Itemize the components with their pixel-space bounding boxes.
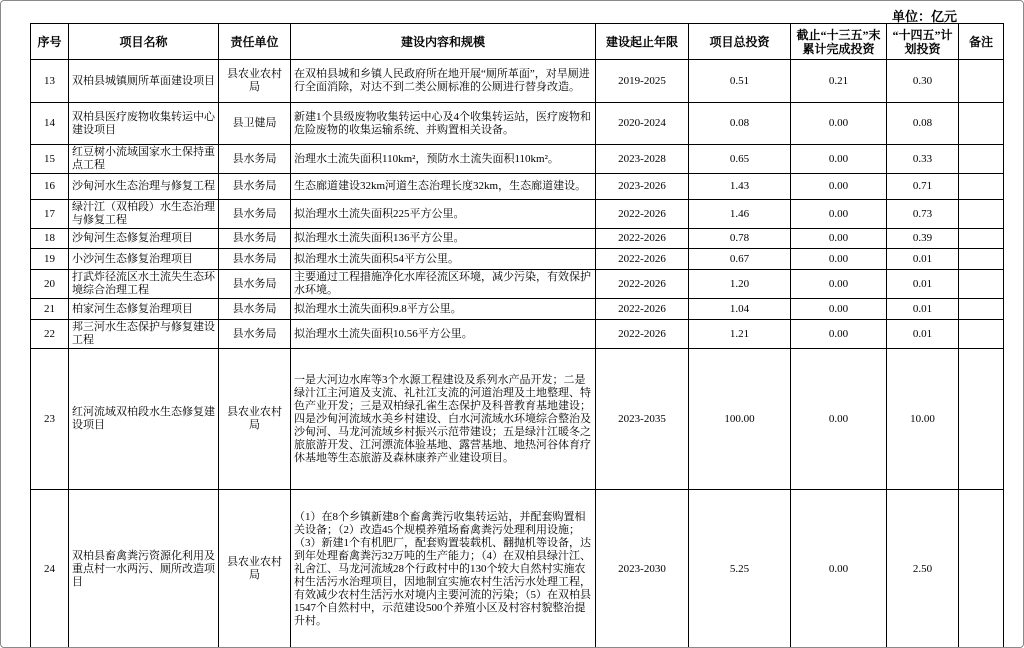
cell-responsible-unit: 县水务局 bbox=[219, 174, 291, 200]
table-row bbox=[31, 320, 1004, 349]
cell-remark bbox=[959, 349, 1004, 490]
cell-project-name: 双柏县城镇厕所革面建设项目 bbox=[69, 60, 219, 103]
cell-remark bbox=[959, 60, 1004, 103]
cell-total-investment: 1.46 bbox=[689, 200, 791, 229]
cell-completed-investment: 0.00 bbox=[791, 299, 887, 320]
cell-years: 2023-2028 bbox=[596, 145, 689, 174]
cell-remark bbox=[959, 229, 1004, 249]
table-row bbox=[31, 145, 1004, 174]
cell-total-investment: 0.51 bbox=[689, 60, 791, 103]
cell-remark bbox=[959, 249, 1004, 270]
cell-project-name: 绿汁江（双柏段）水生态治理与修复工程 bbox=[69, 200, 219, 229]
cell-total-investment: 1.04 bbox=[689, 299, 791, 320]
cell-years: 2023-2035 bbox=[596, 349, 689, 490]
cell-responsible-unit: 县水务局 bbox=[219, 145, 291, 174]
cell-years: 2020-2024 bbox=[596, 103, 689, 145]
cell-planned-investment: 0.01 bbox=[887, 270, 959, 299]
cell-remark bbox=[959, 174, 1004, 200]
cell-completed-investment: 0.00 bbox=[791, 200, 887, 229]
cell-serial: 16 bbox=[31, 174, 69, 200]
cell-years: 2022-2026 bbox=[596, 200, 689, 229]
cell-content: （1）在8个乡镇新建8个畜禽粪污收集转运站，并配套购置相关设备；（2）改造45个规模养殖场畜禽粪污处理利用设施；（3）新建1个有机肥厂，配套购置装载机、翻抛机等设备，达到年处理畜禽粪污32万吨的生产能力；（4）在双柏县绿汁江、礼舍江、马龙河流域28个行政村中的130个较大自然村实施农村生活污水治理项目，因地制宜实施农村生活污水处理工程，有效减少农村生活污水对境内主要河流的污染；（5）在双柏县1547个自然村中，示范建设500个养殖小区及村容村貌整治提升村。 bbox=[291, 490, 596, 648]
cell-remark bbox=[959, 299, 1004, 320]
table-row bbox=[31, 490, 1004, 648]
col-header-completed-investment: 截止“十三五”末累计完成投资 bbox=[791, 24, 887, 60]
cell-responsible-unit: 县农业农村局 bbox=[219, 490, 291, 648]
cell-planned-investment: 0.01 bbox=[887, 299, 959, 320]
cell-completed-investment: 0.21 bbox=[791, 60, 887, 103]
cell-content: 拟治理水土流失面积9.8平方公里。 bbox=[291, 299, 596, 320]
cell-completed-investment: 0.00 bbox=[791, 145, 887, 174]
cell-remark bbox=[959, 490, 1004, 648]
cell-planned-investment: 0.71 bbox=[887, 174, 959, 200]
cell-serial: 22 bbox=[31, 320, 69, 349]
cell-completed-investment: 0.00 bbox=[791, 349, 887, 490]
cell-project-name: 双柏县畜禽粪污资源化利用及重点村一水两污、厕所改造项目 bbox=[69, 490, 219, 648]
table-row bbox=[31, 174, 1004, 200]
col-header-planned-investment: “十四五”计划投资 bbox=[887, 24, 959, 60]
cell-project-name: 小沙河生态修复治理项目 bbox=[69, 249, 219, 270]
table-row bbox=[31, 299, 1004, 320]
cell-planned-investment: 0.01 bbox=[887, 249, 959, 270]
cell-project-name: 打武炸径流区水土流失生态环境综合治理工程 bbox=[69, 270, 219, 299]
col-header-total-investment: 项目总投资 bbox=[689, 24, 791, 60]
cell-responsible-unit: 县水务局 bbox=[219, 200, 291, 229]
cell-completed-investment: 0.00 bbox=[791, 270, 887, 299]
cell-planned-investment: 0.73 bbox=[887, 200, 959, 229]
cell-content: 拟治理水土流失面积136平方公里。 bbox=[291, 229, 596, 249]
cell-content: 在双柏县城和乡镇人民政府所在地开展“厕所革面”，对旱厕进行全面消除，对达不到二类公厕标准的公厕进行替身改造。 bbox=[291, 60, 596, 103]
cell-total-investment: 1.43 bbox=[689, 174, 791, 200]
cell-responsible-unit: 县农业农村局 bbox=[219, 60, 291, 103]
cell-completed-investment: 0.00 bbox=[791, 249, 887, 270]
cell-planned-investment: 0.39 bbox=[887, 229, 959, 249]
cell-completed-investment: 0.00 bbox=[791, 174, 887, 200]
table-row bbox=[31, 270, 1004, 299]
cell-completed-investment: 0.00 bbox=[791, 103, 887, 145]
cell-years: 2023-2026 bbox=[596, 174, 689, 200]
cell-serial: 13 bbox=[31, 60, 69, 103]
cell-planned-investment: 0.01 bbox=[887, 320, 959, 349]
cell-years: 2022-2026 bbox=[596, 270, 689, 299]
cell-content: 新建1个县级废物收集转运中心及4个收集转运站，医疗废物和危险废物的收集运输系统、并购置相关设备。 bbox=[291, 103, 596, 145]
col-header-project-name: 项目名称 bbox=[69, 24, 219, 60]
cell-project-name: 沙甸河生态修复治理项目 bbox=[69, 229, 219, 249]
cell-total-investment: 100.00 bbox=[689, 349, 791, 490]
cell-responsible-unit: 县水务局 bbox=[219, 249, 291, 270]
cell-serial: 18 bbox=[31, 229, 69, 249]
cell-serial: 24 bbox=[31, 490, 69, 648]
cell-completed-investment: 0.00 bbox=[791, 490, 887, 648]
cell-planned-investment: 0.33 bbox=[887, 145, 959, 174]
cell-content: 拟治理水土流失面积10.56平方公里。 bbox=[291, 320, 596, 349]
cell-project-name: 红豆树小流域国家水土保持重点工程 bbox=[69, 145, 219, 174]
cell-project-name: 红河流域双柏段水生态修复建设项目 bbox=[69, 349, 219, 490]
cell-project-name: 双柏县医疗废物收集转运中心建设项目 bbox=[69, 103, 219, 145]
col-header-serial: 序号 bbox=[31, 24, 69, 60]
col-header-years: 建设起止年限 bbox=[596, 24, 689, 60]
cell-years: 2022-2026 bbox=[596, 299, 689, 320]
cell-project-name: 邦三河水生态保护与修复建设工程 bbox=[69, 320, 219, 349]
cell-total-investment: 5.25 bbox=[689, 490, 791, 648]
cell-total-investment: 0.65 bbox=[689, 145, 791, 174]
cell-responsible-unit: 县水务局 bbox=[219, 320, 291, 349]
cell-total-investment: 0.67 bbox=[689, 249, 791, 270]
cell-planned-investment: 0.08 bbox=[887, 103, 959, 145]
cell-planned-investment: 2.50 bbox=[887, 490, 959, 648]
cell-years: 2022-2026 bbox=[596, 229, 689, 249]
cell-years: 2022-2026 bbox=[596, 249, 689, 270]
table-row bbox=[31, 349, 1004, 490]
cell-years: 2019-2025 bbox=[596, 60, 689, 103]
cell-remark bbox=[959, 145, 1004, 174]
cell-content: 生态廊道建设32km河道生态治理长度32km，生态廊道建设。 bbox=[291, 174, 596, 200]
cell-remark bbox=[959, 200, 1004, 229]
cell-responsible-unit: 县农业农村局 bbox=[219, 349, 291, 490]
cell-remark bbox=[959, 103, 1004, 145]
table-row bbox=[31, 60, 1004, 103]
cell-total-investment: 1.21 bbox=[689, 320, 791, 349]
col-header-responsible-unit: 责任单位 bbox=[219, 24, 291, 60]
cell-serial: 17 bbox=[31, 200, 69, 229]
cell-serial: 15 bbox=[31, 145, 69, 174]
cell-serial: 23 bbox=[31, 349, 69, 490]
col-header-remark: 备注 bbox=[959, 24, 1004, 60]
cell-remark bbox=[959, 270, 1004, 299]
projects-table bbox=[30, 23, 1004, 648]
unit-label: 单位：亿元 bbox=[891, 9, 957, 24]
cell-total-investment: 0.78 bbox=[689, 229, 791, 249]
cell-serial: 19 bbox=[31, 249, 69, 270]
cell-responsible-unit: 县卫健局 bbox=[219, 103, 291, 145]
cell-total-investment: 1.20 bbox=[689, 270, 791, 299]
cell-content: 治理水土流失面积110km²，预防水土流失面积110km²。 bbox=[291, 145, 596, 174]
cell-content: 拟治理水土流失面积54平方公里。 bbox=[291, 249, 596, 270]
header-row bbox=[31, 24, 1004, 60]
cell-project-name: 柏家河生态修复治理项目 bbox=[69, 299, 219, 320]
cell-serial: 20 bbox=[31, 270, 69, 299]
table-row bbox=[31, 103, 1004, 145]
cell-responsible-unit: 县水务局 bbox=[219, 270, 291, 299]
cell-serial: 14 bbox=[31, 103, 69, 145]
cell-content: 一是大河边水库等3个水源工程建设及系列水产品开发；二是绿汁江主河道及支流、礼社江支流的河道治理及土地整理、特色产业开发；三是双柏绿孔雀生态保护及科普教育基地建设；四是沙甸河流域水美乡村建设、白水河流域水环境综合整治及沙甸河、马龙河流域乡村振兴示范带建设；五是绿汁江暖冬之旅旅游开发、江河漂流体验基地、露营基地、地热河谷体育疗休基地等生态旅游及森林康养产业建设项目。 bbox=[291, 349, 596, 490]
cell-planned-investment: 10.00 bbox=[887, 349, 959, 490]
cell-years: 2022-2026 bbox=[596, 320, 689, 349]
cell-completed-investment: 0.00 bbox=[791, 320, 887, 349]
cell-total-investment: 0.08 bbox=[689, 103, 791, 145]
cell-content: 拟治理水土流失面积225平方公里。 bbox=[291, 200, 596, 229]
cell-years: 2023-2030 bbox=[596, 490, 689, 648]
cell-content: 主要通过工程措施净化水库径流区环境，减少污染，有效保护水环境。 bbox=[291, 270, 596, 299]
cell-responsible-unit: 县水务局 bbox=[219, 229, 291, 249]
cell-completed-investment: 0.00 bbox=[791, 229, 887, 249]
table-row bbox=[31, 200, 1004, 229]
cell-project-name: 沙甸河水生态治理与修复工程 bbox=[69, 174, 219, 200]
table-row bbox=[31, 229, 1004, 249]
cell-planned-investment: 0.30 bbox=[887, 60, 959, 103]
col-header-content-scale: 建设内容和规模 bbox=[291, 24, 596, 60]
cell-responsible-unit: 县水务局 bbox=[219, 299, 291, 320]
table-row bbox=[31, 249, 1004, 270]
cell-remark bbox=[959, 320, 1004, 349]
cell-serial: 21 bbox=[31, 299, 69, 320]
